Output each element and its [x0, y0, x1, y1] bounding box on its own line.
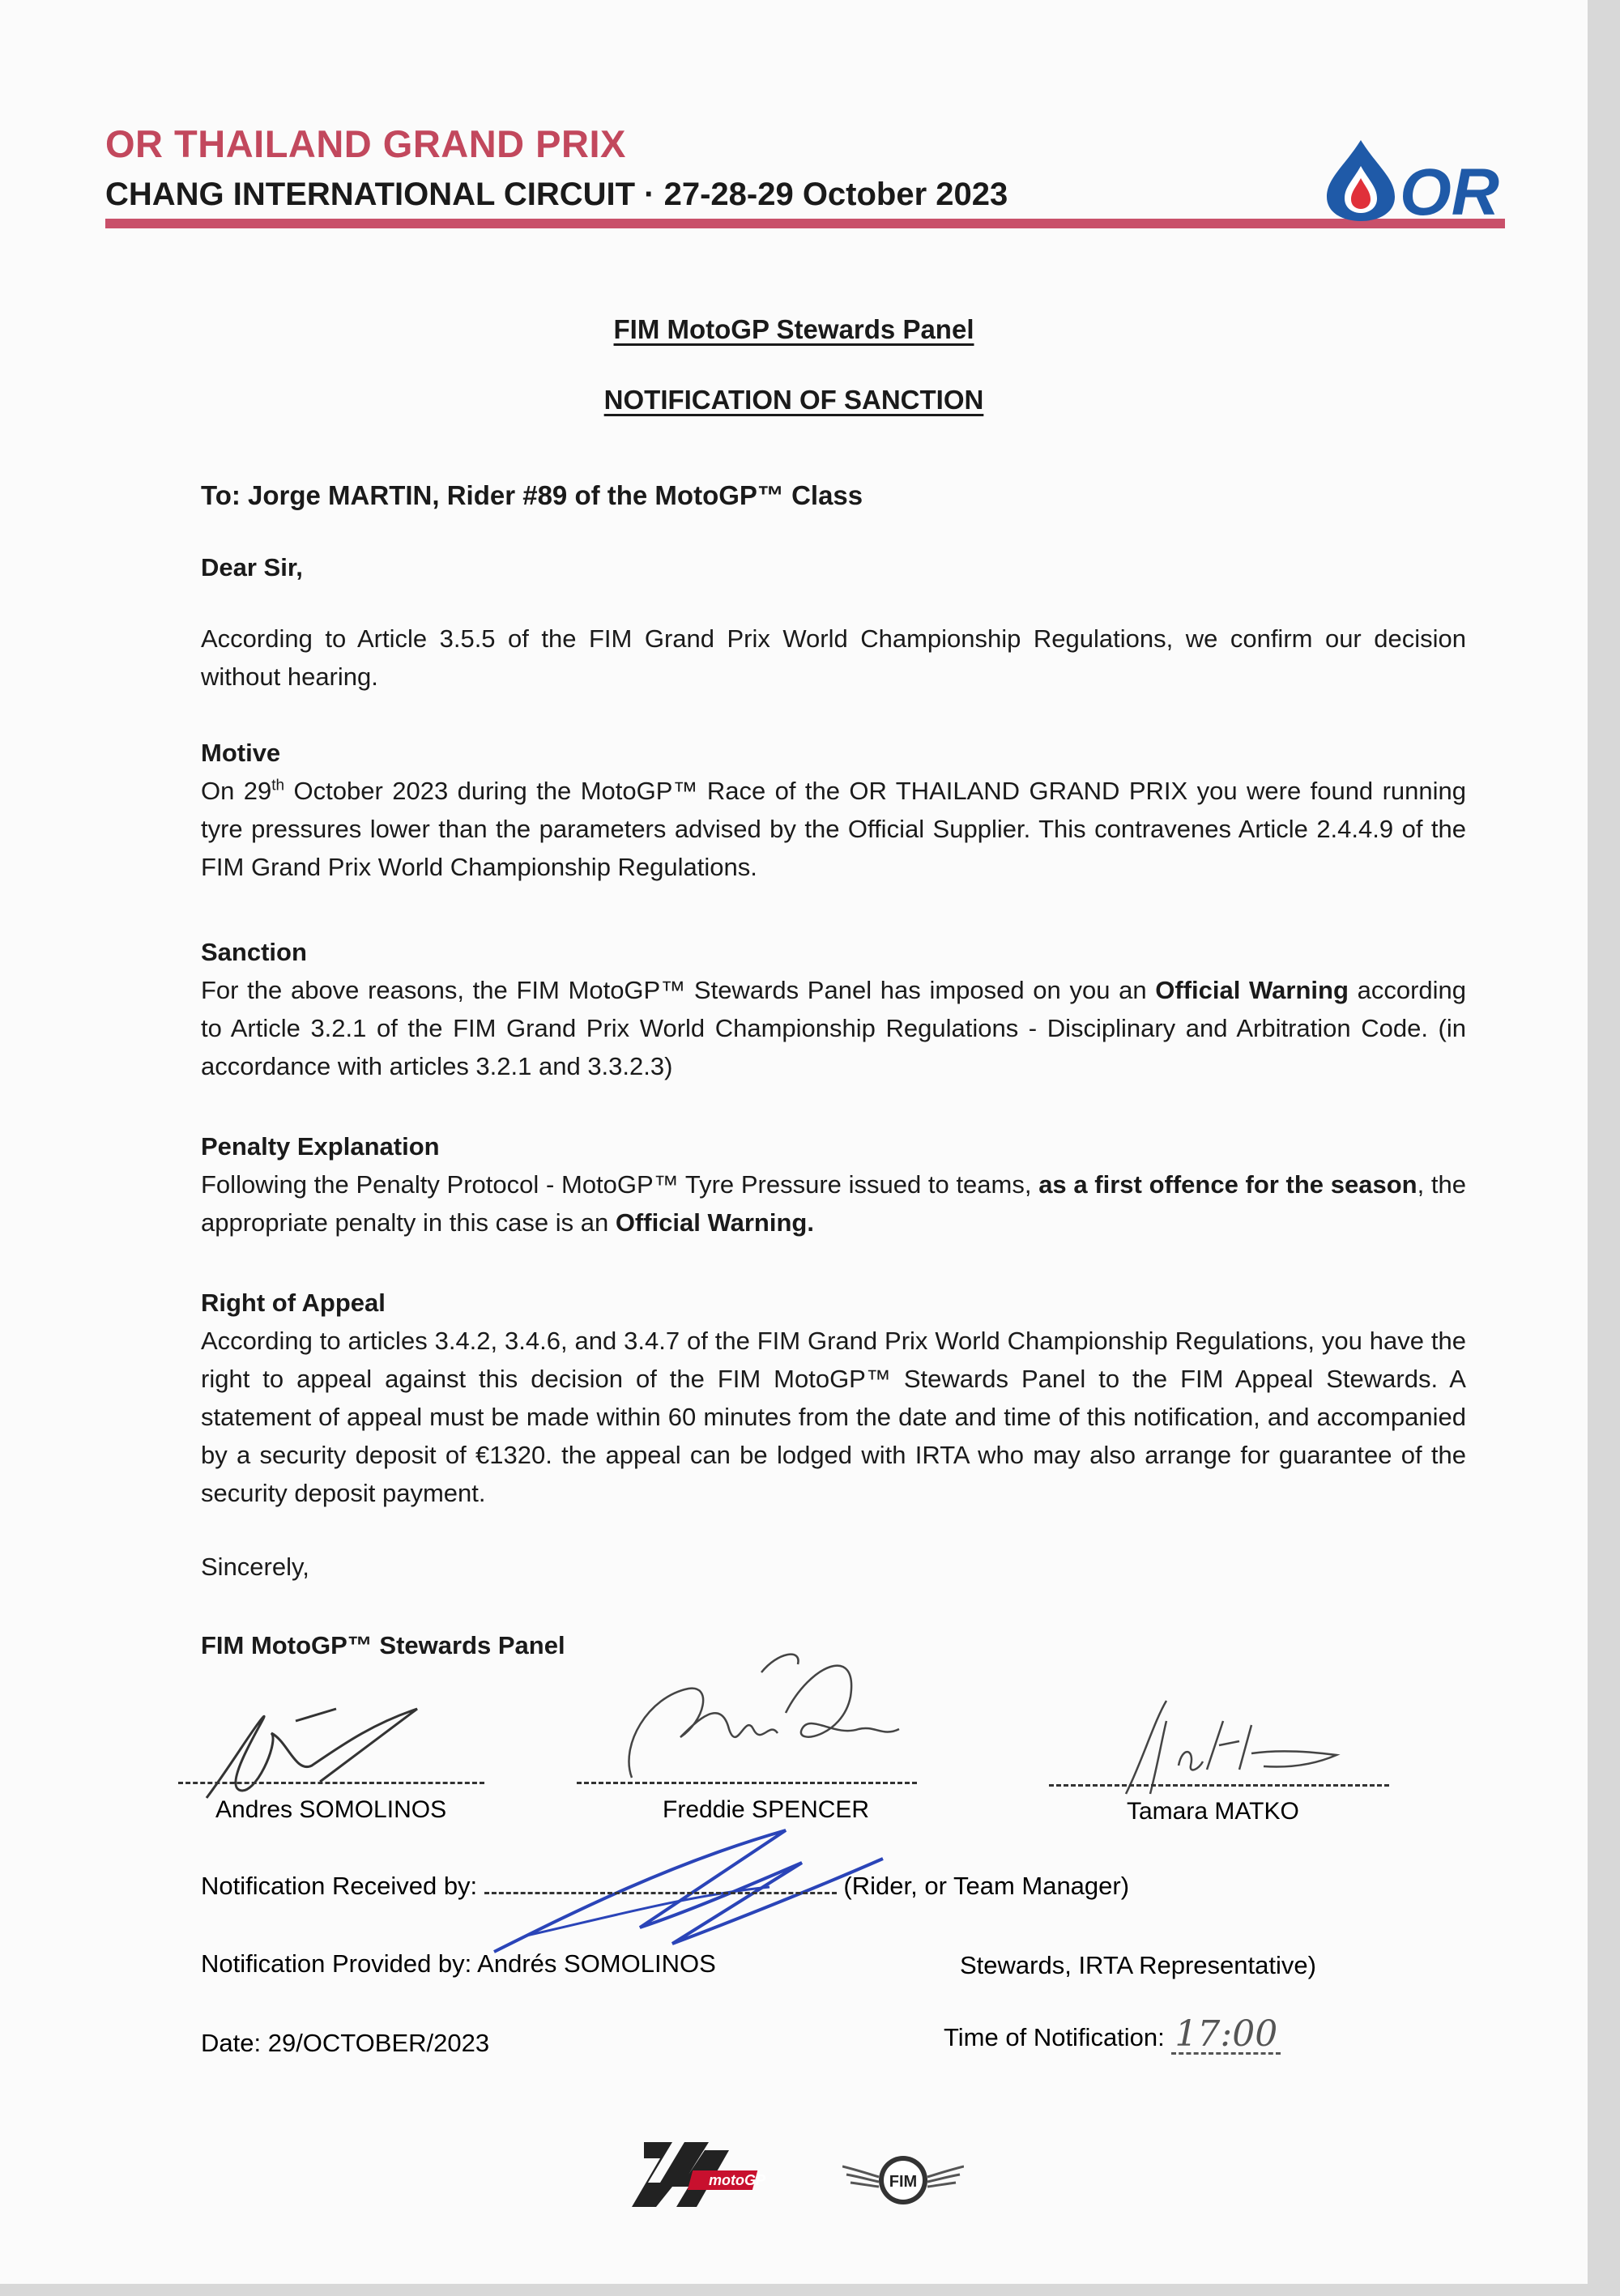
- signer-name-3: Tamara MATKO: [1127, 1798, 1299, 1825]
- salutation: Dear Sir,: [201, 553, 303, 581]
- time-row: [944, 2013, 1281, 2055]
- or-logo-text: OR: [1400, 155, 1499, 223]
- signature-line-2: [577, 1782, 917, 1784]
- received-signature-field: [484, 1892, 837, 1894]
- motive-heading: Motive: [201, 739, 281, 767]
- motive-text: On 29th October 2023 during the MotoGP™ Race of the OR THAILAND GRAND PRIX you were found running tyre pressures lower than the parameters advised by the Official Supplier. This contravenes Article 2.4.4.9 of the FIM Grand Prix World Championship Regulations.: [201, 777, 1467, 881]
- signer-name-1: Andres SOMOLINOS: [215, 1796, 447, 1823]
- signatory-panel: FIM MotoGP™ Stewards Panel: [201, 1631, 565, 1659]
- or-brand-logo: [1320, 134, 1507, 223]
- motive-section: [201, 734, 1466, 886]
- received-row: [201, 1872, 1129, 1901]
- sanction-section: [201, 933, 1466, 1085]
- motogp-logo: [628, 2126, 774, 2215]
- received-suffix: (Rider, or Team Manager): [843, 1872, 1130, 1900]
- date-label: Date: 29/OCTOBER/2023: [201, 2029, 490, 2057]
- signature-spencer: [616, 1648, 923, 1794]
- penalty-section: [201, 1127, 1466, 1242]
- sanction-heading: Sanction: [201, 938, 307, 966]
- fim-logo-text: FIM: [889, 2173, 918, 2191]
- intro-paragraph: According to Article 3.5.5 of the FIM Grand Prix World Championship Regulations, we confirm our decision without hearing.: [201, 624, 1466, 691]
- time-label: Time of Notification:: [944, 2023, 1165, 2051]
- closing: Sincerely,: [201, 1553, 309, 1581]
- event-title: OR THAILAND GRAND PRIX: [105, 122, 626, 165]
- motogp-logo-text: motoGP: [709, 2172, 765, 2188]
- event-subtitle: CHANG INTERNATIONAL CIRCUIT · 27-28-29 October 2023: [105, 177, 1008, 212]
- penalty-text: Following the Penalty Protocol - MotoGP™ Tyre Pressure issued to teams, as a first offence for the season, the appropriate penalty in this case is an Official Warning.: [201, 1170, 1467, 1237]
- penalty-heading: Penalty Explanation: [201, 1132, 440, 1161]
- notice-title: NOTIFICATION OF SANCTION: [603, 385, 984, 415]
- appeal-section: [201, 1284, 1466, 1512]
- panel-title: FIM MotoGP Stewards Panel: [613, 314, 974, 344]
- provided-suffix: Stewards, IRTA Representative): [960, 1951, 1316, 1979]
- time-value: 17:00: [1171, 2017, 1281, 2055]
- signature-line-3: [1049, 1784, 1389, 1787]
- appeal-text: According to articles 3.4.2, 3.4.6, and 3.4.7 of the FIM Grand Prix World Championship Regulations, you have the right to appeal against this decision of the FIM MotoGP™ Stewards Panel to the FIM Appeal Stewards. A statement of appeal must be made within 60 minutes from the date and time of this notification, and accompanied by a security deposit of €1320. the appeal can be lodged with IRTA who may also arrange for guarantee of the security deposit payment.: [201, 1327, 1466, 1507]
- provided-label: Notification Provided by: Andrés SOMOLINOS: [201, 1949, 716, 1978]
- addressee: To: Jorge MARTIN, Rider #89 of the MotoGP™ Class: [201, 480, 863, 510]
- received-label: Notification Received by:: [201, 1872, 478, 1900]
- header-rule: [105, 219, 1505, 228]
- appeal-heading: Right of Appeal: [201, 1289, 386, 1317]
- sanction-text: For the above reasons, the FIM MotoGP™ Stewards Panel has imposed on you an Official Warning according to Article 3.2.1 of the FIM Grand Prix World Championship Regulations - Disciplinary and Arbitration Code. (in accordance with articles 3.2.1 and 3.3.2.3): [201, 976, 1467, 1080]
- signer-name-2: Freddie SPENCER: [663, 1796, 870, 1823]
- signature-line-1: [178, 1782, 484, 1784]
- fim-logo: [842, 2146, 964, 2211]
